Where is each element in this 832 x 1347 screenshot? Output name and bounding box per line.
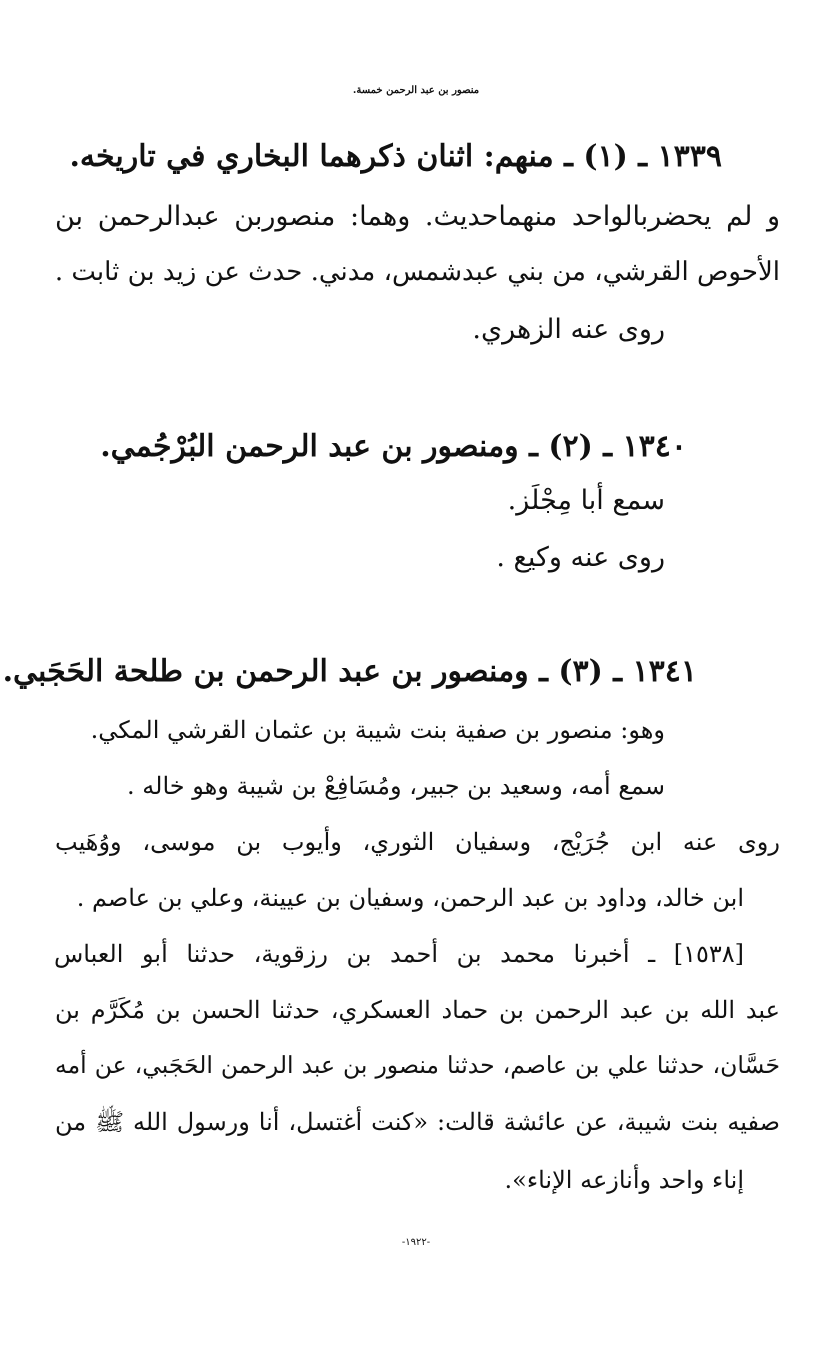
entry-1341-line-5: [١٥٣٨] ـ أخبرنا محمد بن أحمد بن رزقوية، حدثنا أبو العباس: [54, 940, 744, 968]
entry-1341-line-7: حَسَّان، حدثنا علي بن عاصم، حدثنا منصور بن عبد الرحمن الحَجَبي، عن أمه: [55, 1051, 780, 1079]
entry-1341-line-3: روى عنه ابن جُرَيْج، وسفيان الثوري، وأيوب بن موسى، ووُهَيب: [55, 828, 780, 856]
entry-1341-line-1: وهو: منصور بن صفية بنت شيبة بن عثمان القرشي المكي.: [90, 716, 665, 744]
entry-1339-line-3: روى عنه الزهري.: [472, 314, 665, 345]
entry-1341-heading: ١٣٤١ ـ (٣) ـ ومنصور بن عبد الرحمن بن طلحة الحَجَبي.: [2, 654, 697, 689]
entry-1340-line-2: روى عنه وكيع .: [496, 542, 665, 573]
entry-1339-heading: ١٣٣٩ ـ (١) ـ منهم: اثنان ذكرهما البخاري في تاريخه.: [69, 139, 722, 174]
page-number: -١٩٢٢-: [401, 1237, 431, 1248]
entry-1341-line-9: إناء واحد وأنازعه الإناء».: [504, 1166, 744, 1194]
entry-1341-line-8: صفيه بنت شيبة، عن عائشة قالت: «كنت أغتسل، أنا ورسول الله ﷺ من: [55, 1108, 780, 1136]
entry-1341-line-6: عبد الله بن عبد الرحمن بن حماد العسكري، حدثنا الحسن بن مُكَرَّم بن: [55, 996, 780, 1024]
entry-1341-line-2: سمع أمه، وسعيد بن جبير، ومُسَافِعْ بن شيبة وهو خاله .: [127, 772, 665, 800]
entry-1341-line-4: ابن خالد، وداود بن عبد الرحمن، وسفيان بن عيينة، وعلي بن عاصم .: [76, 884, 744, 912]
entry-1339-line-1: و لم يحضربالواحد منهماحديث. وهما: منصوربن عبدالرحمن بن: [55, 201, 780, 232]
intro-heading: منصور بن عبد الرحمن خمسة.: [352, 85, 480, 96]
entry-1340-line-1: سمع أبا مِجْلَز.: [507, 485, 665, 516]
entry-1340-heading: ١٣٤٠ ـ (٢) ـ ومنصور بن عبد الرحمن البُرْجُمي.: [100, 429, 687, 464]
entry-1339-line-2: الأحوص القرشي، من بني عبدشمس، مدني. حدث عن زيد بن ثابت .: [54, 257, 780, 287]
